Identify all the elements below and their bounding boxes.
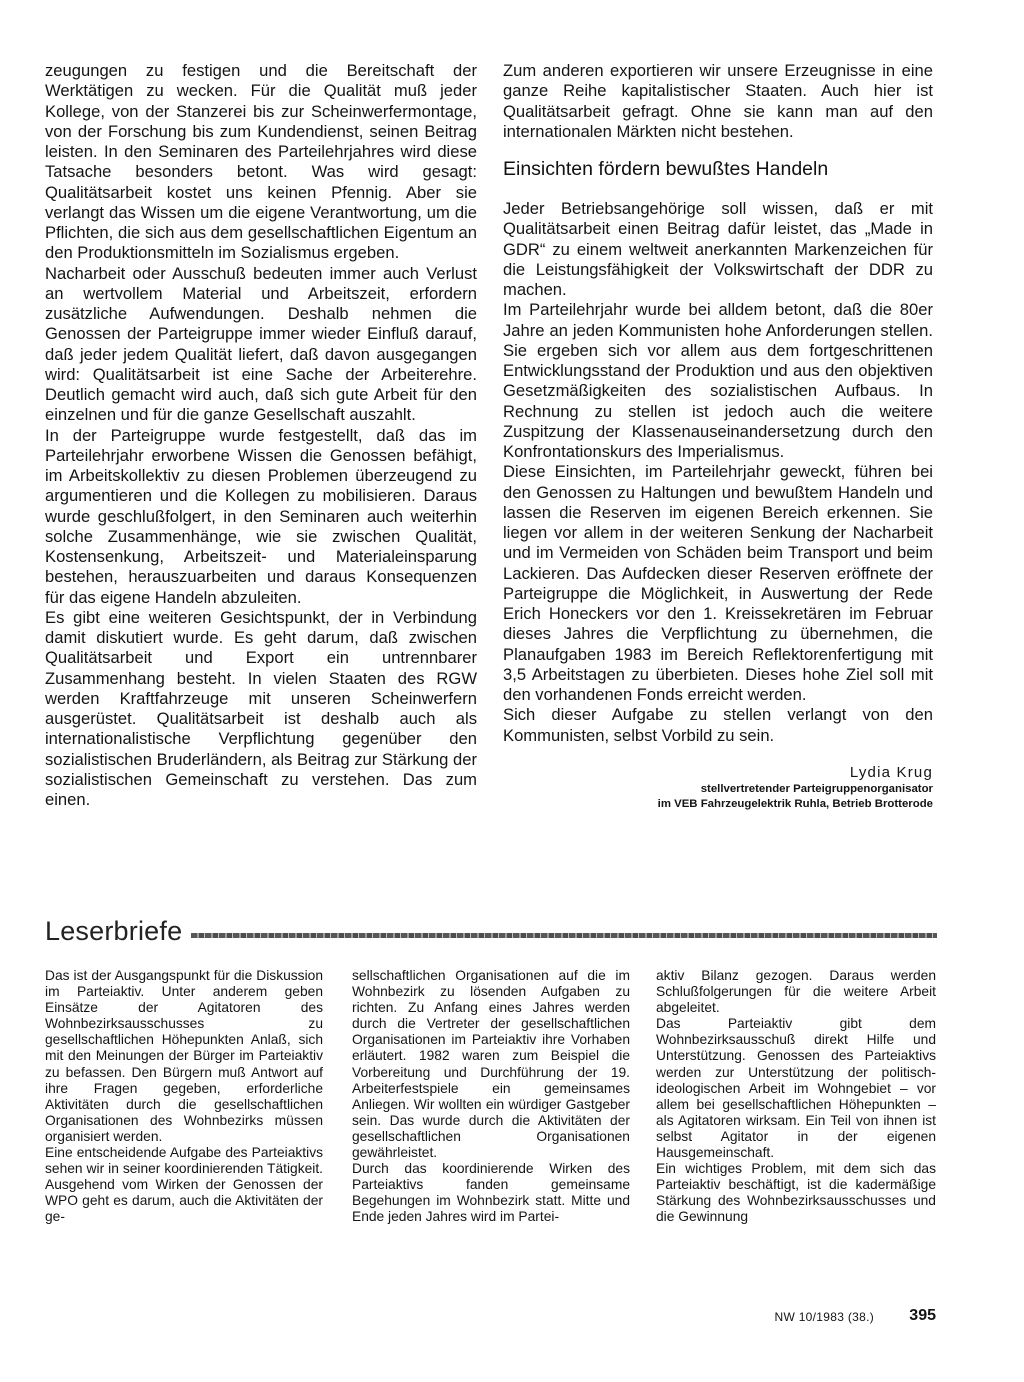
letters-column-3 — [656, 968, 936, 1226]
article-paragraph: In der Parteigruppe wurde festgestellt, daß das im Parteilehrjahr erworbene Wissen die Genossen befähigt, im Arbeitskollektiv zu diesen Problemen überzeugend zu argumentieren und die Kollegen zu mobilisieren. Daraus wurde geschlußfolgert, in den Seminaren auch weiterhin solche Zusammenhänge, wie sie zwischen Qualität, Kostensenkung, Arbeitszeit- und Materialeinsparung bestehen, herauszuarbeiten und daraus Konsequenzen für das eigene Handeln abzuleiten. — [45, 425, 477, 607]
letters-section-title: Leserbriefe — [45, 916, 183, 946]
letter-paragraph: Durch das koordinierende Wirken des Parteiaktivs fanden gemeinsame Begehungen im Wohnbezirk statt. Mitte und Ende jeden Jahres wird im Partei- — [352, 1161, 630, 1225]
page-footer — [740, 1307, 936, 1329]
article-left-column — [45, 61, 477, 810]
article-paragraph: Sich dieser Aufgabe zu stellen verlangt von den Kommunisten, selbst Vorbild zu sein. — [503, 705, 933, 745]
author-role — [503, 782, 933, 812]
page-number: 395 — [909, 1307, 936, 1324]
letter-paragraph: Ein wichtiges Problem, mit dem sich das Parteiaktiv beschäftigt, ist die kadermäßige Stärkung des Wohnbezirksausschusses und die Gewinnung — [656, 1161, 936, 1225]
article-paragraph: Es gibt eine weiteren Gesichtspunkt, der in Verbindung damit diskutiert wurde. Es geht darum, daß zwischen Qualitätsarbeit und Export ein untrennbarer Zusammenhang besteht. In vielen Staaten des RGW werden Kraftfahrzeuge mit unseren Scheinwerfern ausgerüstet. Qualitätsarbeit ist deshalb auch als internationalistische Verpflichtung gegenüber den sozialistischen Bruderländern, als Beitrag zur Stärkung der sozialistischen Gemeinschaft zu verstehen. Das zum einen. — [45, 607, 477, 809]
letter-paragraph: aktiv Bilanz gezogen. Daraus werden Schlußfolgerungen für die weitere Arbeit abgeleitet. — [656, 968, 936, 1016]
letter-paragraph: Das ist der Ausgangspunkt für die Diskussion im Parteiaktiv. Unter anderem geben Einsätze der Agitatoren des Wohnbezirksausschusses zu gesellschaftlichen Höhepunkten Anlaß, sich mit den Meinungen der Bürger im Parteiaktiv zu befassen. Den Bürgern muß Antwort auf ihre Fragen gegeben, erforderliche Aktivitäten durch die gesellschaftlichen Organisationen des Wohnbezirks müssen organisiert werden. — [45, 968, 323, 1144]
author-role-line: stellvertretender Parteigruppenorganisator — [700, 782, 933, 795]
article-paragraph: zeugungen zu festigen und die Bereitschaft der Werktätigen zu wecken. Für die Qualität muß jeder Kollege, von der Stanzerei bis zur Scheinwerfermontage, von der Forschung bis zum Kundendienst, seinen Beitrag leisten. In den Seminaren des Parteilehrjahres wird diese Tatsache besonders betont. Was wird gesagt: Qualitätsarbeit kostet uns keinen Pfennig. Aber sie verlangt das Wissen um die eigene Verantwortung, um die Pflichten, die sich aus dem gesellschaftlichen Eigentum an den Produktionsmitteln im Sozialismus ergeben. — [45, 61, 477, 263]
author-name: Lydia Krug — [849, 763, 933, 781]
section-divider — [191, 933, 937, 938]
author-role-line: im VEB Fahrzeugelektrik Ruhla, Betrieb Brotterode — [657, 797, 933, 810]
letter-paragraph: Eine entscheidende Aufgabe des Parteiaktivs sehen wir in seiner koordinierenden Tätigkeit. Ausgehend vom Wirken der Genossen der WPO geht es darum, auch die Aktivitäten der ge- — [45, 1145, 323, 1225]
letter-paragraph: Das Parteiaktiv gibt dem Wohnbezirksausschuß direkt Hilfe und Unterstützung. Genossen des Parteiaktivs werden zur Unterstützung der politisch-ideologischen Arbeit im Wohngebiet – vor allem bei gesellschaftlichen Höhepunkten – als Agitatoren wirksam. Ein Teil von ihnen ist selbst Agitator in der eigenen Hausgemeinschaft. — [656, 1016, 936, 1161]
article-paragraph: Im Parteilehrjahr wurde bei alldem betont, daß die 80er Jahre an jeden Kommunisten hohe Anforderungen stellen. Sie ergeben sich vor allem aus dem fortgeschrittenen Entwicklungsstand der Produktion und aus den objektiven Gesetzmäßigkeiten des sozialistischen Aufbaus. In Rechnung zu stellen ist jedoch auch die weitere Zuspitzung der Klassenauseinandersetzung durch den Konfrontationskurs des Imperialismus. — [503, 300, 933, 461]
letters-column-1 — [45, 968, 323, 1226]
article-subheading: Einsichten fördern bewußtes Handeln — [503, 158, 829, 180]
article-paragraph: Diese Einsichten, im Parteilehrjahr geweckt, führen bei den Genossen zu Haltungen und bewußtem Handeln und lassen die Reserven im eigenen Bereich erkennen. Sie liegen vor allem in der weiteren Senkung der Nacharbeit und im Vermeiden von Schäden beim Transport und beim Lackieren. Das Aufdecken dieser Reserven eröffnete der Parteigruppe die Möglichkeit, in Auswertung der Rede Erich Honeckers vor den 1. Kreissekretären im Februar dieses Jahres die Verpflichtung zu übernehmen, die Planaufgaben 1983 im Bereich Reflektorenfertigung mit 3,5 Arbeitstagen zu überbieten. Dieses hohe Ziel soll mit den vorhandenen Fonds erreicht werden. — [503, 462, 933, 704]
letter-paragraph: sellschaftlichen Organisationen auf die im Wohnbezirk zu lösenden Aufgaben zu richten. Zu Anfang eines Jahres werden durch die Vertreter der gesellschaftlichen Organisationen im Parteiaktiv ihre Vorhaben erläutert. 1982 waren zum Beispiel die Vorbereitung und Durchführung der 19. Arbeiterfestspiele ein gemeinsames Anliegen. Wir wollten ein würdiger Gastgeber sein. Das wurde durch die Aktivitäten der gesellschaftlichen Organisationen gewährleistet. — [352, 968, 630, 1161]
article-paragraph: Zum anderen exportieren wir unsere Erzeugnisse in eine ganze Reihe kapitalistischer Staaten. Auch hier ist Qualitätsarbeit gefragt. Ohne sie kann man auf den internationalen Märkten nicht bestehen. — [503, 61, 933, 141]
letters-column-2 — [352, 968, 630, 1226]
article-paragraph: Nacharbeit oder Ausschuß bedeuten immer auch Verlust an wertvollem Material und Arbeitszeit, erfordern zusätzliche Aufwendungen. Deshalb nehmen die Genossen der Parteigruppe immer wieder Einfluß darauf, daß jeder jedem Qualität liefert, daß davon ausgegangen wird: Qualitätsarbeit ist eine Sache der Arbeiterehre. Deutlich gemacht wird auch, daß sich gute Arbeit für den einzelnen und für die ganze Gesellschaft auszahlt. — [45, 263, 477, 425]
article-paragraph: Jeder Betriebsangehörige soll wissen, daß er mit Qualitätsarbeit einen Beitrag dafür leistet, das „Made in GDR“ zu einem weltweit anerkannten Markenzeichen für die Leistungsfähigkeit der Volkswirtschaft der DDR zu machen. — [503, 199, 933, 299]
article-right-column — [503, 61, 933, 812]
issue-reference: NW 10/1983 (38.) — [774, 1310, 874, 1324]
letters-section-header — [45, 914, 937, 950]
